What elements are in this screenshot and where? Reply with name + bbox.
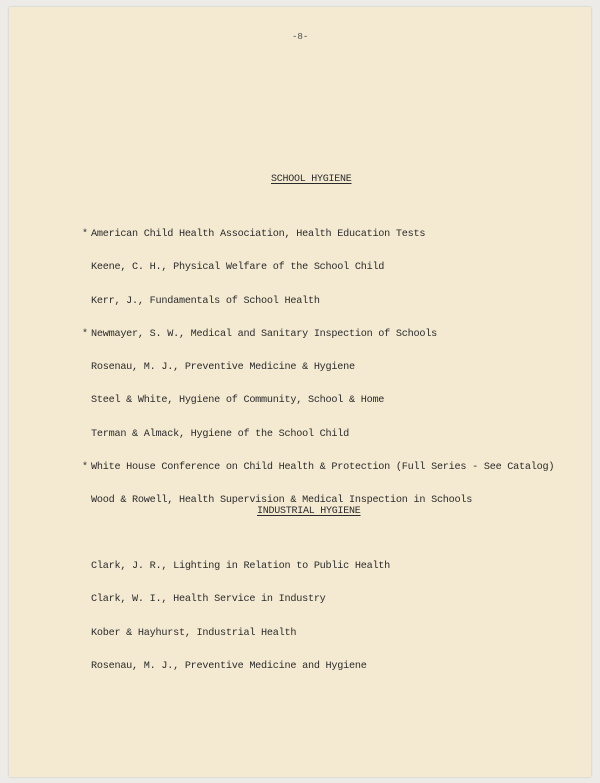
document-page <box>9 7 591 777</box>
reference-entry: American Child Health Association, Health Education Tests <box>91 229 426 240</box>
list-item <box>82 462 554 473</box>
reference-entry: Terman & Almack, Hygiene of the School Child <box>91 428 349 440</box>
reference-entry: White House Conference on Child Health & Protection (Full Series - See Catalog) <box>91 462 555 474</box>
list-item <box>91 561 390 572</box>
list-item <box>91 628 390 639</box>
list-item <box>82 296 554 307</box>
reference-entry: Clark, W. I., Health Service in Industry <box>91 594 326 606</box>
page-number: -8- <box>291 31 309 42</box>
reference-list-school-hygiene <box>82 207 554 529</box>
list-item <box>82 362 554 373</box>
section-heading-industrial-hygiene: INDUSTRIAL HYGIENE <box>257 506 361 517</box>
list-item <box>91 661 390 672</box>
list-item <box>82 495 554 506</box>
list-item <box>82 262 554 273</box>
asterisk-marker: * <box>82 462 88 474</box>
reference-entry: Clark, J. R., Lighting in Relation to Public Health <box>91 561 391 572</box>
reference-entry: Keene, C. H., Physical Welfare of the School Child <box>91 262 385 274</box>
reference-entry: Steel & White, Hygiene of Community, School & Home <box>91 395 385 407</box>
reference-entry: Rosenau, M. J., Preventive Medicine and Hygiene <box>91 660 367 672</box>
reference-entry: Rosenau, M. J., Preventive Medicine & Hygiene <box>91 362 355 374</box>
reference-entry: Newmayer, S. W., Medical and Sanitary Inspection of Schools <box>91 328 437 340</box>
list-item <box>82 229 554 240</box>
list-item <box>91 594 390 605</box>
list-item <box>82 329 554 340</box>
reference-entry: Kober & Hayhurst, Industrial Health <box>91 627 297 639</box>
asterisk-marker: * <box>82 328 88 340</box>
reference-entry: Kerr, J., Fundamentals of School Health <box>91 295 320 307</box>
section-heading-school-hygiene: SCHOOL HYGIENE <box>271 174 352 185</box>
reference-list-industrial-hygiene <box>91 539 390 694</box>
reference-entry: Wood & Rowell, Health Supervision & Medical Inspection in Schools <box>91 495 473 507</box>
list-item <box>82 429 554 440</box>
asterisk-marker: * <box>82 229 88 240</box>
list-item <box>82 395 554 406</box>
